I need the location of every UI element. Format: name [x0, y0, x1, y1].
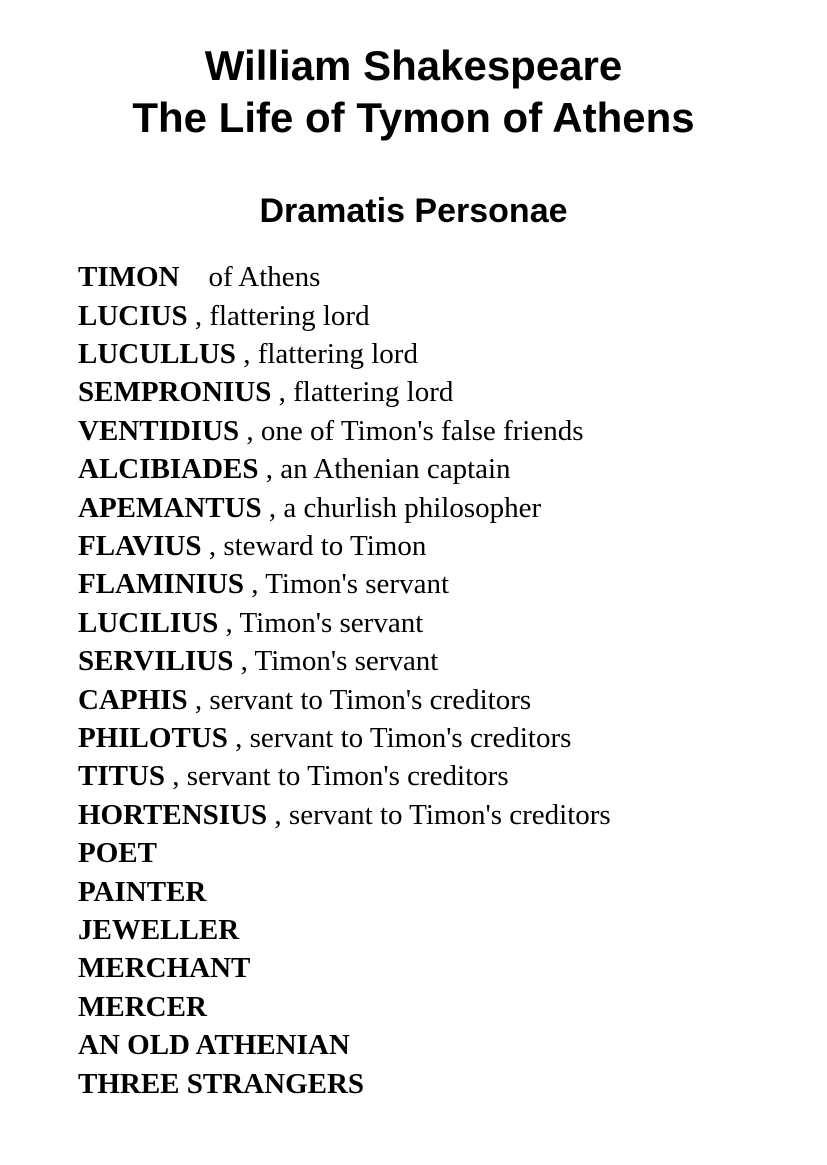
persona-description: , servant to Timon's creditors — [227, 721, 572, 754]
persona-name: FLAMINIUS — [78, 568, 244, 601]
persona-entry — [78, 988, 827, 1026]
persona-entry — [78, 527, 827, 565]
persona-name: MERCHANT — [78, 952, 251, 985]
persona-entry — [78, 642, 827, 680]
persona-name: LUCIUS — [78, 299, 188, 332]
persona-entry — [78, 911, 827, 949]
persona-name: POET — [78, 837, 157, 870]
persona-name: TIMON — [78, 261, 180, 294]
persona-entry — [78, 949, 827, 987]
persona-description: , servant to Timon's creditors — [187, 683, 532, 716]
persona-name: SEMPRONIUS — [78, 376, 272, 409]
persona-entry — [78, 719, 827, 757]
persona-entry — [78, 258, 827, 296]
persona-description: , Timon's servant — [233, 645, 439, 678]
persona-entry — [78, 373, 827, 411]
persona-name: SERVILIUS — [78, 645, 234, 678]
persona-name: TITUS — [78, 760, 166, 793]
persona-entry — [78, 681, 827, 719]
persona-name: LUCULLUS — [78, 337, 236, 370]
persona-name: PAINTER — [78, 875, 207, 908]
persona-entry — [78, 834, 827, 872]
persona-entry — [78, 604, 827, 642]
persona-description: , servant to Timon's creditors — [165, 760, 509, 793]
persona-description: , Timon's servant — [243, 568, 450, 601]
persona-name: THREE STRANGERS — [78, 1067, 365, 1100]
persona-entry — [78, 796, 827, 834]
personae-list — [78, 258, 827, 1103]
persona-description: , steward to Timon — [201, 529, 427, 562]
persona-description: , a churlish philosopher — [261, 491, 542, 524]
persona-description: , flattering lord — [235, 337, 418, 370]
persona-name: FLAVIUS — [78, 529, 202, 562]
persona-description: , flattering lord — [271, 376, 454, 409]
persona-entry — [78, 297, 827, 335]
persona-description: , one of Timon's false friends — [239, 414, 584, 447]
persona-name: ALCIBIADES — [78, 453, 259, 486]
persona-entry — [78, 565, 827, 603]
play-title — [0, 40, 827, 143]
persona-entry — [78, 1065, 827, 1103]
section-heading: Dramatis Personae — [259, 192, 568, 231]
persona-entry — [78, 1026, 827, 1064]
author-line: William Shakespeare — [204, 42, 623, 89]
persona-name: APEMANTUS — [78, 491, 262, 524]
persona-description: , servant to Timon's creditors — [267, 798, 611, 831]
persona-name: JEWELLER — [78, 914, 240, 947]
persona-entry — [78, 335, 827, 373]
persona-name: AN OLD ATHENIAN — [78, 1029, 350, 1062]
persona-entry — [78, 757, 827, 795]
persona-description: , flattering lord — [187, 299, 370, 332]
persona-name: LUCILIUS — [78, 606, 219, 639]
persona-name: HORTENSIUS — [78, 798, 268, 831]
persona-entry — [78, 489, 827, 527]
persona-name: VENTIDIUS — [78, 414, 240, 447]
persona-entry — [78, 412, 827, 450]
persona-description: , Timon's servant — [218, 606, 424, 639]
persona-description: , an Athenian captain — [258, 453, 511, 486]
persona-description: of Athens — [179, 261, 321, 294]
persona-name: PHILOTUS — [78, 721, 228, 754]
persona-entry — [78, 873, 827, 911]
title-line: The Life of Tymon of Athens — [132, 93, 695, 141]
persona-name: CAPHIS — [78, 683, 188, 716]
persona-name: MERCER — [78, 990, 207, 1023]
persona-entry — [78, 450, 827, 488]
